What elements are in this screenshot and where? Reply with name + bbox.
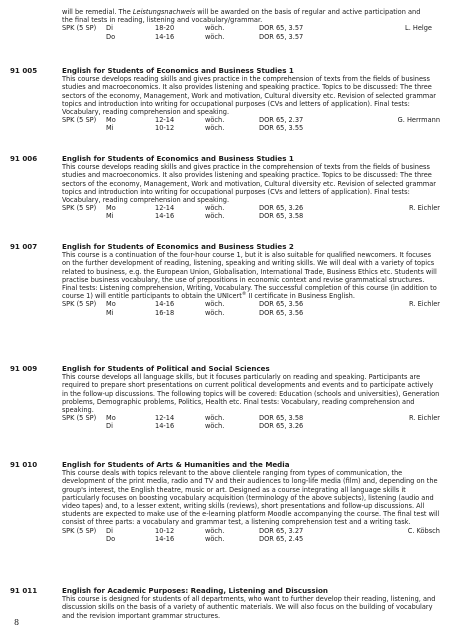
schedule-row: Di 14-16 wöch. DOR 65, 3.26 xyxy=(106,422,304,431)
schedule-row: Mi 14-16 wöch. DOR 65, 3.58 xyxy=(106,212,304,221)
intro-section xyxy=(62,8,432,41)
schedule-row: Mi 16-18 wöch. DOR 65, 3.56 xyxy=(106,308,304,317)
course-title: English for Students of Economics and Business Studies 2 xyxy=(62,242,294,251)
schedule-row: SPK (5 SP) Mo 12-14 wöch. DOR 65, 3.58 R. Eichler xyxy=(62,414,440,423)
course-description: This course develops reading skills and gives practice in the comprehension of texts from the fields of business studies and macroeconomics. It also provides listening and speaking practice. Topics to be discussed: The three sectors of the economy, Management, Work and motivation, Cultural diversity etc. Revision of selected grammar topics and introduction into writing for occupational purposes (CVs and letters of application). Final tests: Vocabulary, reading comprehension and speaking. xyxy=(62,163,436,205)
schedule-row: SPK (5 SP) Di 18-20 wöch. DOR 65, 3.57 L. Helge xyxy=(62,24,432,33)
course-code: 91 009 xyxy=(10,364,38,373)
course-code: 91 007 xyxy=(10,242,38,251)
course-title: English for Academic Purposes: Reading, Listening and Discussion xyxy=(62,586,328,595)
schedule-row: SPK (5 SP) Mo 12-14 wöch. DOR 65, 3.26 R. Eichler xyxy=(62,204,440,213)
course-title: English for Students of Economics and Business Studies 1 xyxy=(62,66,294,75)
schedule-row: SPK (5 SP) Mo 14-16 wöch. DOR 65, 3.56 R. Eichler xyxy=(62,300,440,309)
registered-trademark-mark: ® xyxy=(241,292,247,298)
course-description: This course is designed for students of all departments, who want to further develop their reading, listening, and discussion skills on the basis of a variety of authentic materials. We will also focus on the building of vocabulary and the revision important grammar structures. xyxy=(62,595,436,620)
course-title: English for Students of Economics and Business Studies 1 xyxy=(62,154,294,163)
intro-text: will be remedial. The Leistungsnachweis will be awarded on the basis of regular and active participation and the final tests in reading, listening and vocabulary/grammar. xyxy=(62,8,421,25)
course-code: 91 010 xyxy=(10,460,38,469)
schedule-row: Do 14-16 wöch. DOR 65, 2.45 xyxy=(106,534,304,543)
schedule-row: SPK (5 SP) Di 10-12 wöch. DOR 65, 3.27 C. Köbsch xyxy=(62,526,440,535)
course-description: This course is a continuation of the four-hour course 1, but it is also suitable for qualified newcomers. It focuses on the further development of reading, listening, speaking and writing skills. We will deal with a variety of topics related to business, e.g. the European Union, Globalisation, International Trade, Business Ethics etc. Students will practise business vocabulary, the use of prepositions in economic context and revise grammatical structures. Final tests: Listening comprehension, Writing, Vocabulary. The successful completion of this course (in addition to course 1) will entitle participants to obtain the UNIcert® II certificate in Business English. xyxy=(62,251,437,301)
schedule-row: SPK (5 SP) Mo 12-14 wöch. DOR 65, 2.37 G. Herrmann xyxy=(62,116,440,125)
leistungsnachweis-term: Leistungsnachweis xyxy=(132,8,196,16)
course-description: This course deals with topics relevant to the above clientele ranging from types of communication, the development of the print media, radio and TV and their audiences to long-life media (film) and, depending on the group's interest, the English theatre, music or art. Designed as a course integrating all language skills it particularly focuses on boosting vocabulary acquisition (terminology of the above subjects), listening (audio and video tapes) and, to a lesser extent, writing skills (reviews), short presentations and follow-up discussions. All students are expected to make use of the e-learning platform Moodle accompanying the course. The final test will consist of three parts: a vocabulary and grammar test, a listening comprehension test and a writing task. xyxy=(62,469,440,527)
course-description: This course develops all language skills, but it focuses particularly on reading and speaking. Participants are required to prepare short presentations on current political developments and events and to participate actively in the follow-up discussions. The following topics will be covered: Education (schools and universities), Generation problems, Demographic problems, Politics, Health etc. Final tests: Vocabulary, reading comprehension and speaking. xyxy=(62,373,440,415)
course-title: English for Students of Political and Social Sciences xyxy=(62,364,270,373)
course-code: 91 006 xyxy=(10,154,38,163)
course-code: 91 005 xyxy=(10,66,38,75)
schedule-row: Mi 10-12 wöch. DOR 65, 3.55 xyxy=(106,124,304,133)
course-title: English for Students of Arts & Humanities and the Media xyxy=(62,460,290,469)
page-number: 8 xyxy=(14,618,20,627)
schedule-row: Do 14-16 wöch. DOR 65, 3.57 xyxy=(106,32,304,41)
course-code: 91 011 xyxy=(10,586,38,595)
course-description: This course develops reading skills and gives practice in the comprehension of texts from the fields of business studies and macroeconomics. It also provides listening and speaking practice. Topics to be discussed: The three sectors of the economy, Management, Work and motivation, Cultural diversity etc. Revision of selected grammar topics and introduction into writing for occupational purposes (CVs and letters of application). Final tests: Vocabulary, reading comprehension and speaking. xyxy=(62,75,436,117)
